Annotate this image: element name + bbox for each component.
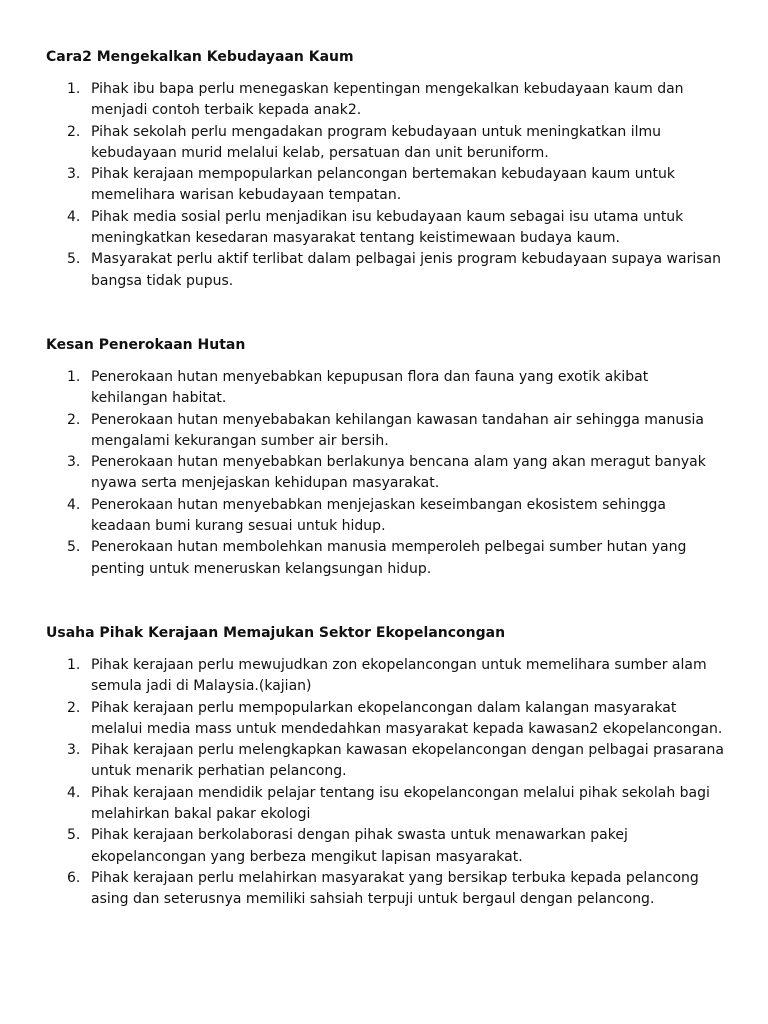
list-item-text: Masyarakat perlu aktif terlibat dalam pelbagai jenis program kebudayaan supaya warisan bangsa tidak pupus. — [91, 251, 721, 289]
list-item-text: Pihak media sosial perlu menjadikan isu kebudayaan kaum sebagai isu utama untuk meningkatkan kesedaran masyarakat tentang keistimewaan budaya kaum. — [91, 208, 684, 247]
section-title: Cara2 Mengekalkan Kebudayaan Kaum — [46, 49, 354, 65]
list-item-text: Pihak kerajaan berkolaborasi dengan pihak swasta untuk menawarkan pakej ekopelancongan yang berbeza mengikut lapisan masyarakat. — [91, 827, 628, 865]
list-item-text: Pihak kerajaan perlu melengkapkan kawasan ekopelancongan dengan pelbagai prasarana untuk menarik perhatian pelancong. — [91, 742, 724, 780]
numbered-list — [0, 79, 768, 292]
list-number: 2. — [67, 699, 81, 716]
list-number: 4. — [67, 496, 81, 513]
list-number: 4. — [67, 208, 81, 225]
list-number: 4. — [67, 784, 81, 801]
list-number: 3. — [67, 742, 81, 759]
list-item-text: Pihak kerajaan mendidik pelajar tentang isu ekopelancongan melalui pihak sekolah bagi melahirkan bakal pakar ekologi — [91, 784, 710, 823]
list-item — [0, 495, 768, 538]
list-item — [0, 537, 768, 580]
list-item — [0, 452, 768, 495]
numbered-list — [0, 367, 768, 580]
list-item — [0, 740, 768, 783]
list-number: 3. — [67, 166, 81, 183]
section-title: Usaha Pihak Kerajaan Memajukan Sektor Ekopelancongan — [46, 625, 506, 641]
list-number: 5. — [67, 827, 81, 844]
list-item — [0, 207, 768, 250]
list-item-text: Penerokaan hutan menyebabkan berlakunya bencana alam yang akan meragut banyak nyawa serta menjejaskan kehidupan masyarakat. — [91, 454, 706, 492]
list-item — [0, 783, 768, 826]
list-item-text: Penerokaan hutan menyebabkan kepupusan flora dan fauna yang exotik akibat kehilangan habitat. — [91, 369, 649, 407]
list-item-text: Penerokaan hutan membolehkan manusia memperoleh pelbegai sumber hutan yang penting untuk meneruskan kelangsungan hidup. — [91, 539, 687, 577]
list-number: 6. — [67, 869, 81, 886]
list-item — [0, 79, 768, 122]
list-item — [0, 825, 768, 868]
list-number: 2. — [67, 123, 81, 140]
list-item — [0, 367, 768, 410]
list-number: 1. — [67, 369, 81, 385]
list-item-text: Pihak kerajaan perlu mempopularkan ekopelancongan dalam kalangan masyarakat melalui media mass untuk mendedahkan masyarakat kepada kawasan2 ekopelancongan. — [91, 699, 723, 737]
list-item-text: Pihak kerajaan perlu melahirkan masyarakat yang bersikap terbuka kepada pelancong asing dan seterusnya memiliki sahsiah terpuji untuk bergaul dengan pelancong. — [91, 869, 699, 908]
list-number: 1. — [67, 657, 81, 673]
list-item — [0, 655, 768, 698]
list-number: 5. — [67, 251, 81, 268]
list-item-text: Pihak sekolah perlu mengadakan program kebudayaan untuk meningkatkan ilmu kebudayaan murid melalui kelab, persatuan dan unit beruniform. — [91, 123, 662, 161]
list-item-text: Penerokaan hutan menyebabakan kehilangan kawasan tandahan air sehingga manusia mengalami kekurangan sumber air bersih. — [91, 411, 704, 449]
list-item — [0, 410, 768, 453]
list-item — [0, 122, 768, 165]
section-title: Kesan Penerokaan Hutan — [46, 337, 246, 353]
list-item-text: Pihak kerajaan perlu mewujudkan zon ekopelancongan untuk memelihara sumber alam semula jadi di Malaysia.(kajian) — [91, 657, 707, 695]
list-number: 5. — [67, 539, 81, 556]
list-item — [0, 698, 768, 741]
list-item — [0, 249, 768, 292]
list-item-text: Penerokaan hutan menyebabkan menjejaskan keseimbangan ekosistem sehingga keadaan bumi kurang sesuai untuk hidup. — [91, 496, 666, 535]
list-number: 1. — [67, 81, 81, 97]
list-item-text: Pihak ibu bapa perlu menegaskan kepentingan mengekalkan kebudayaan kaum dan menjadi contoh terbaik kepada anak2. — [91, 81, 684, 119]
list-item — [0, 164, 768, 207]
list-item — [0, 868, 768, 911]
list-number: 2. — [67, 411, 81, 428]
list-item-text: Pihak kerajaan mempopularkan pelancongan bertemakan kebudayaan kaum untuk memelihara warisan kebudayaan tempatan. — [91, 166, 675, 204]
list-number: 3. — [67, 454, 81, 471]
numbered-list — [0, 655, 768, 911]
